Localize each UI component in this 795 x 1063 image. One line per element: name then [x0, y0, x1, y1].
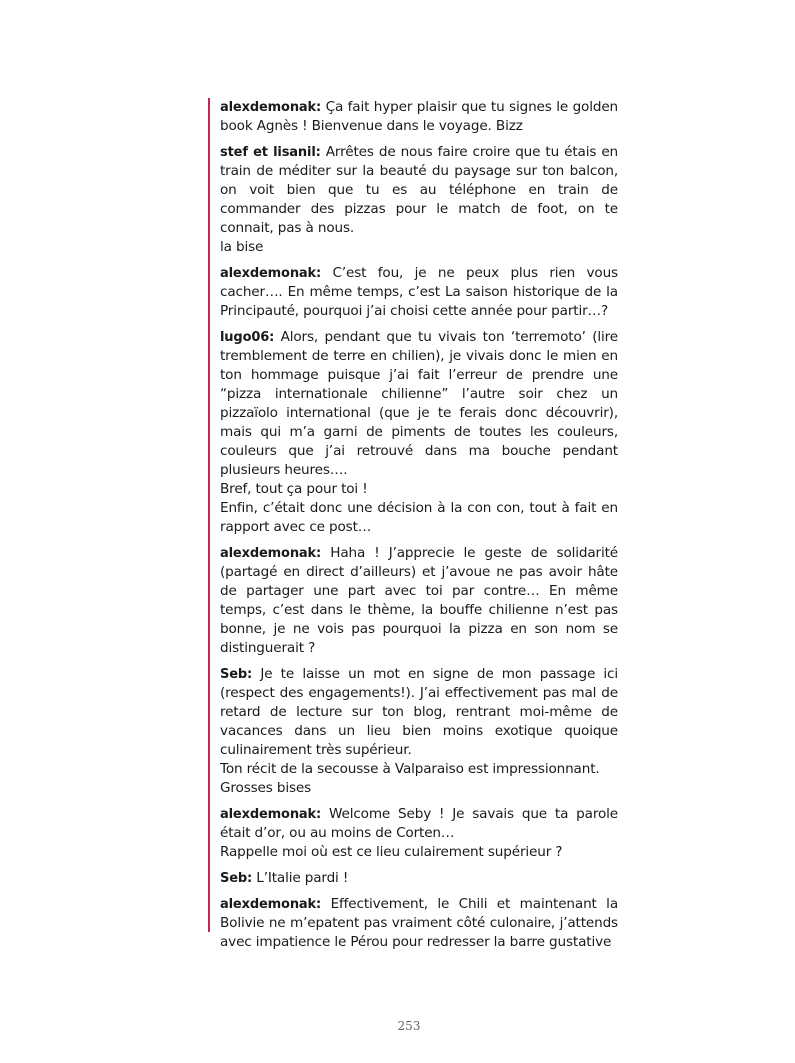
comment-text: Ça fait hyper plaisir que tu signes le golden book Agnès ! Bienvenue dans le voyage. Bizz: [220, 99, 618, 134]
comment: [220, 869, 618, 888]
comment-paragraph: [220, 869, 618, 888]
comment: [220, 264, 618, 321]
comment: [220, 143, 618, 257]
comment-author: Seb:: [220, 871, 253, 886]
comment-author: alexdemonak:: [220, 100, 322, 115]
comment-text: C’est fou, je ne peux plus rien vous cacher…. En même temps, c’est La saison historique de la Principauté, pourquoi j’ai choisi cette année pour partir…?: [220, 265, 618, 319]
comment-paragraph: [220, 805, 618, 843]
comment-author: stef et lisanil:: [220, 145, 321, 160]
comment-paragraph: [220, 98, 618, 136]
comment-author: lugo06:: [220, 330, 275, 345]
comment-author: alexdemonak:: [220, 807, 322, 822]
comment-text: L’Italie pardi !: [252, 870, 349, 886]
comment-paragraph: [220, 328, 618, 480]
comment-paragraph: [220, 895, 618, 952]
comment-text: Welcome Seby ! Je savais que ta parole était d’or, ou au moins de Corten…: [220, 806, 618, 841]
comment-author: alexdemonak:: [220, 546, 322, 561]
comment-text: Alors, pendant que tu vivais ton ‘terremoto’ (lire tremblement de terre en chilien), je vivais donc le mien en ton hommage puisque j’ai fait l’erreur de prendre une “pizza internationale chilienne” l’autre soir chez un pizzaïolo international (que je te ferais donc découvrir), mais qui m’a garni de piments de toutes les couleurs, couleurs que j’ai retrouvé dans ma bouche pendant plusieurs heures….: [220, 329, 618, 478]
comment-paragraph: [220, 143, 618, 238]
comment-author: alexdemonak:: [220, 266, 322, 281]
comment: [220, 665, 618, 798]
comment-text: Je te laisse un mot en signe de mon passage ici (respect des engagements!). J’ai effectivement pas mal de retard de lecture sur ton blog, rentrant moi-même de vacances dans un lieu bien moins exotique quoique culinairement très supérieur.: [220, 666, 618, 758]
comment: [220, 98, 618, 136]
comment-text: Arrêtes de nous faire croire que tu étais en train de méditer sur la beauté du paysage sur ton balcon, on voit bien que tu es au téléphone en train de commander des pizzas pour le match de foot, on te connait, pas à nous.: [220, 144, 619, 236]
comment-paragraph: Bref, tout ça pour toi !: [220, 481, 368, 497]
comment-paragraph: Rappelle moi où est ce lieu culairement supérieur ?: [220, 844, 563, 860]
comment: [220, 328, 618, 537]
comment-paragraph: [220, 544, 618, 658]
comment-paragraph: Ton récit de la secousse à Valparaiso est impressionnant.: [220, 761, 600, 777]
comment-author: alexdemonak:: [220, 897, 322, 912]
comment: [220, 544, 618, 658]
comment-paragraph: [220, 264, 618, 321]
comment-paragraph: [220, 665, 618, 760]
comment-thread: [208, 98, 619, 950]
comment: [220, 805, 618, 862]
comment-author: Seb:: [220, 667, 253, 682]
comment: [220, 895, 618, 952]
comment-paragraph: Grosses bises: [220, 780, 312, 796]
comment-paragraph: la bise: [220, 239, 264, 255]
page-number: 253: [397, 1019, 421, 1033]
comment-paragraph: Enfin, c’était donc une décision à la con con, tout à fait en rapport avec ce post…: [220, 500, 618, 535]
comment-text: Haha ! J’apprecie le geste de solidarité (partagé en direct d’ailleurs) et j’avoue ne pas avoir hâte de partager une part avec toi par contre… En même temps, c’est dans le thème, la bouffe chilienne n’est pas bonne, je ne vois pas pourquoi la pizza en son nom se distinguerait ?: [220, 545, 618, 656]
comment-text: Effectivement, le Chili et maintenant la Bolivie ne m’epatent pas vraiment côté culonaire, j’attends avec impatience le Pérou pour redresser la barre gustative: [220, 896, 618, 950]
